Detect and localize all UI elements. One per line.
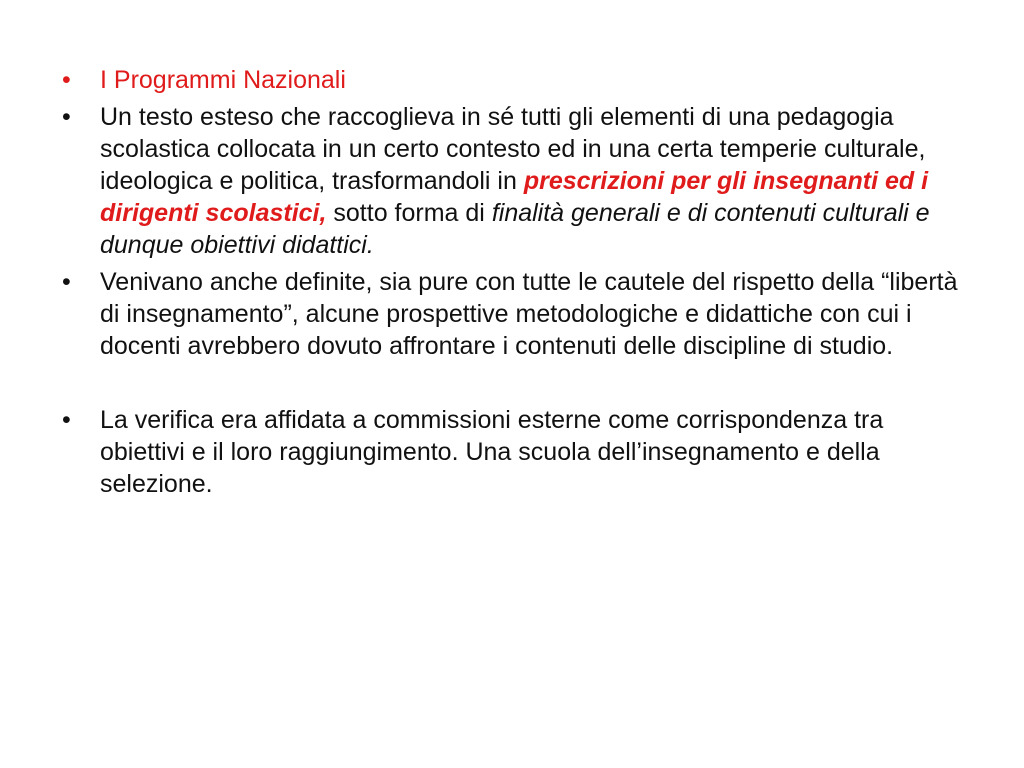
bullet-item-verifica bbox=[62, 404, 974, 500]
bullet-text: La verifica era affidata a commissioni esterne come corrispondenza tra obiettivi e il loro raggiungimento. Una scuola dell’insegnamento e della selezione. bbox=[100, 406, 884, 498]
bullet-text: sotto forma di bbox=[326, 199, 492, 227]
emphasis-text: prescrizioni per gli insegnanti ed i dirigenti scolastici, bbox=[100, 167, 929, 227]
bullet-icon: • bbox=[62, 103, 71, 131]
bullet-text: Un testo esteso che raccoglieva in sé tutti gli elementi di una pedagogia scolastica collocata in un certo contesto ed in una certa temperie culturale, ideologica e politica, trasformandoli in bbox=[100, 103, 926, 195]
bullet-text: Venivano anche definite, sia pure con tutte le cautele del rispetto della “libertà di insegnamento”, alcune prospettive metodologiche e didattiche con cui i docenti avrebbero dovuto affrontare i contenuti delle discipline di studio. bbox=[100, 268, 958, 360]
bullet-list bbox=[62, 64, 974, 500]
bullet-item-programmi bbox=[62, 101, 974, 261]
bullet-icon: • bbox=[62, 268, 71, 296]
bullet-item-title bbox=[62, 64, 974, 96]
bullet-icon: • bbox=[62, 66, 71, 94]
italic-text: finalità generali e di contenuti culturali e dunque obiettivi didattici. bbox=[100, 199, 930, 259]
bullet-icon: • bbox=[62, 406, 71, 434]
slide-title: I Programmi Nazionali bbox=[100, 66, 346, 94]
slide-content bbox=[62, 64, 974, 505]
bullet-item-metodologie bbox=[62, 266, 974, 362]
